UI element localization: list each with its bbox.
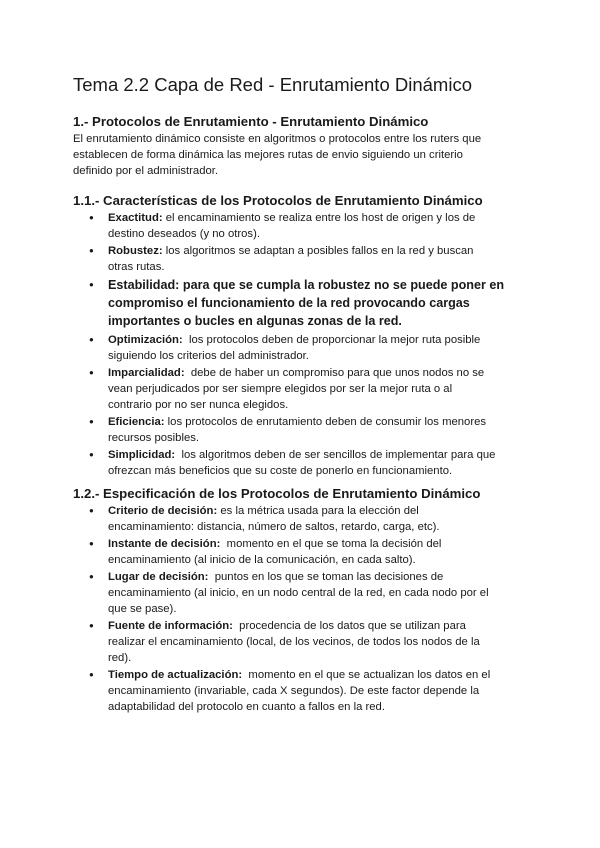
item-term: Optimización: bbox=[108, 334, 183, 346]
list-item bbox=[73, 667, 533, 715]
item-text: es la métrica usada para la elección del encaminamiento: distancia, número de saltos, retardo, carga, etc). bbox=[108, 505, 440, 533]
section-caracteristicas bbox=[73, 192, 533, 479]
item-text: destino deseados (y no otros). bbox=[108, 228, 260, 240]
item-term: Eficiencia: bbox=[108, 416, 165, 428]
list-item bbox=[73, 618, 533, 666]
paragraph-line: establecen de forma dinámica las mejores rutas de envio siguiendo un criterio bbox=[73, 149, 463, 161]
item-term: Tiempo de actualización: bbox=[108, 669, 243, 681]
section-protocolos bbox=[73, 113, 533, 179]
section-especificacion bbox=[73, 485, 533, 715]
item-term: Imparcialidad: bbox=[108, 367, 185, 379]
item-text: procedencia de los datos que se utilizan para realizar el encaminamiento (local, de los vecinos, de todos los nodos de la red). bbox=[108, 620, 480, 664]
paragraph-line: definido por el administrador. bbox=[73, 165, 219, 177]
paragraph-line: El enrutamiento dinámico consiste en algoritmos o protocolos entre los ruters que bbox=[73, 133, 482, 145]
list-item bbox=[73, 536, 533, 568]
section-heading: 1.1.- Características de los Protocolos de Enrutamiento Dinámico bbox=[73, 193, 483, 208]
item-term: Lugar de decisión: bbox=[108, 571, 209, 583]
list-item bbox=[73, 569, 533, 617]
item-text: el encaminamiento se realiza entre los host de origen y los de bbox=[162, 212, 476, 224]
item-text: los protocolos deben de proporcionar la mejor ruta posible siguiendo los criterios del administrador. bbox=[108, 334, 481, 362]
item-term: Instante de decisión: bbox=[108, 538, 221, 550]
item-text: los protocolos de enrutamiento deben de consumir los menores recursos posibles. bbox=[108, 416, 487, 444]
item-term: Simplicidad: bbox=[108, 449, 176, 461]
characteristics-list bbox=[73, 210, 533, 479]
list-item bbox=[73, 276, 533, 330]
item-term: Criterio de decisión: bbox=[108, 505, 218, 517]
list-item bbox=[73, 210, 533, 242]
page-title: Tema 2.2 Capa de Red - Enrutamiento Dinámico bbox=[73, 74, 472, 95]
list-item bbox=[73, 332, 533, 364]
item-text: los algoritmos se adaptan a posibles fallos en la red y buscan bbox=[162, 245, 474, 257]
item-text: puntos en los que se toman las decisiones de encaminamiento (al inicio, en un nodo central de la red, en cada nodo por el que se pase). bbox=[108, 571, 489, 615]
item-term: Fuente de información: bbox=[108, 620, 233, 632]
item-text: momento en el que se toma la decisión del encaminamiento (al inicio de la comunicación, en cada salto). bbox=[108, 538, 442, 566]
section-heading: 1.- Protocolos de Enrutamiento - Enrutamiento Dinámico bbox=[73, 114, 429, 129]
item-term: Exactitud: bbox=[108, 212, 163, 224]
specification-list bbox=[73, 503, 533, 715]
item-term: Estabilidad: bbox=[108, 278, 180, 292]
item-text: para que se cumpla la robustez no se puede poner en bbox=[179, 278, 505, 292]
item-text: debe de haber un compromiso para que unos nodos no se vean perjudicados por ser siempre elegidos por ser la mejor ruta o al contrario por no ser nunca elegidos. bbox=[108, 367, 485, 411]
list-item bbox=[73, 503, 533, 535]
item-term: Robustez: bbox=[108, 245, 163, 257]
item-text: momento en el que se actualizan los datos en el encaminamiento (invariable, cada X segundos). De este factor depende la adaptabilidad del protocolo en cuanto a fallos en la red. bbox=[108, 669, 491, 713]
section-heading: 1.2.- Especificación de los Protocolos de Enrutamiento Dinámico bbox=[73, 486, 481, 501]
list-item bbox=[73, 414, 533, 446]
item-text: los algoritmos deben de ser sencillos de implementar para que ofrezcan más beneficios que su coste de ponerlo en funcionamiento. bbox=[108, 449, 496, 477]
item-text: compromiso el funcionamiento de la red provocando cargas bbox=[108, 296, 470, 310]
list-item bbox=[73, 243, 533, 275]
item-text: otras rutas. bbox=[108, 261, 165, 273]
item-text: importantes o bucles en algunas zonas de la red. bbox=[108, 314, 402, 328]
list-item bbox=[73, 447, 533, 479]
list-item bbox=[73, 365, 533, 413]
